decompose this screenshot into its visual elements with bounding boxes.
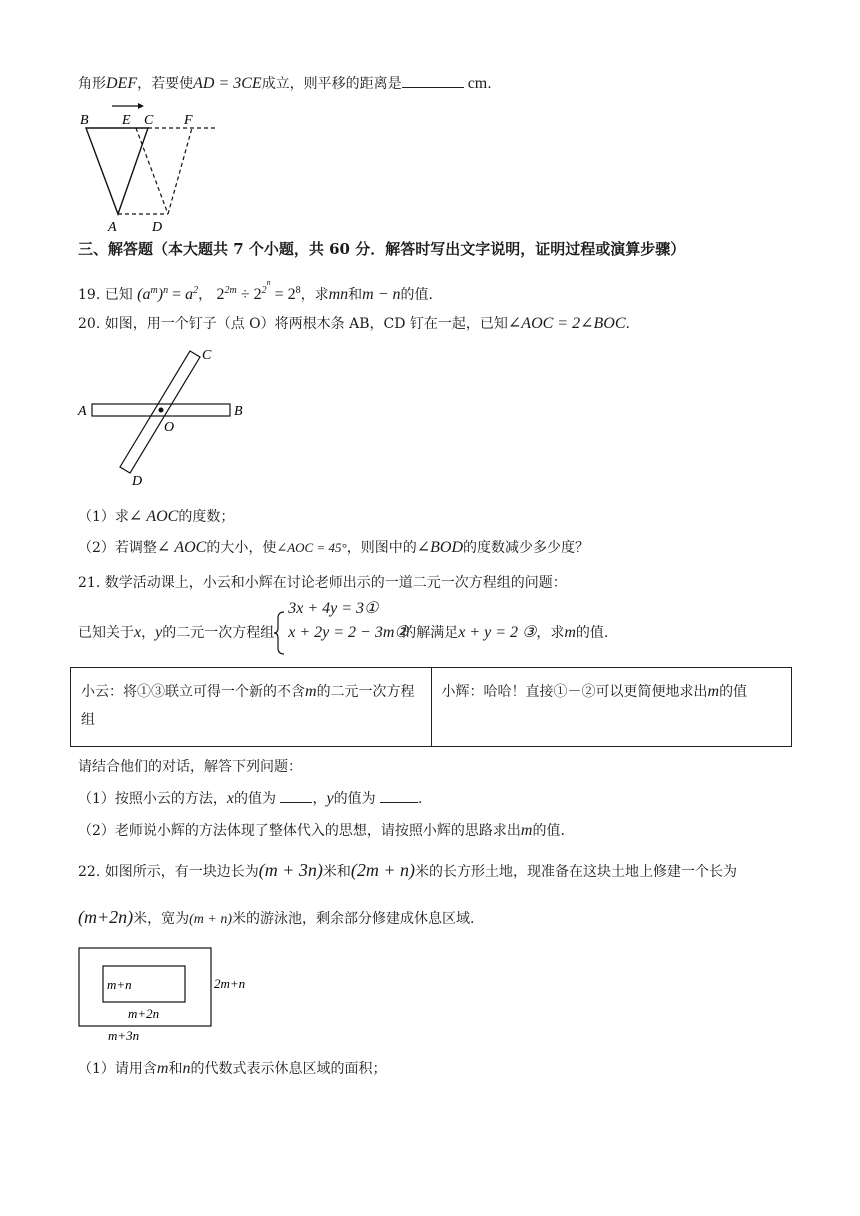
q21-part-1: （1）按照小云的方法，x的值为 ，y的值为 . xyxy=(78,790,423,807)
label-e: E xyxy=(122,113,131,128)
q21-after: 请结合他们的对话，解答下列问题： xyxy=(78,759,302,775)
q21-dialog-table xyxy=(70,667,792,747)
nail-o xyxy=(159,408,164,413)
section-3-heading: 三、解答题（本大题共 7 个小题，共 60 分．解答时写出文字说明，证明过程或演算步骤） xyxy=(78,240,686,258)
q19-line: 19. 已知 $(a^m)^n = a^2$， $2^{2m} \div 2^{2^n} = 2^8$，求mn和m − n的值. xyxy=(78,278,433,303)
triangle-abc xyxy=(86,128,148,214)
label-b: B xyxy=(80,113,89,128)
label-d: D xyxy=(132,474,143,489)
q21-equation-system xyxy=(274,600,409,656)
q18-shape: DEF xyxy=(106,75,138,92)
label-o: O xyxy=(164,420,175,435)
q21-intro: 21. 数学活动课上，小云和小辉在讨论老师出示的一道二元一次方程组的问题： xyxy=(78,575,567,591)
q21-system-line: 已知关于x，y的二元一次方程组 3x + 4y = 3① x + 2y = 2 − 3m② 的解满足x + y = 2 ③，求m的值. xyxy=(78,610,608,656)
q20-part-2: （2）若调整∠ AOC的大小，使∠AOC = 45°，则图中的∠BOD的度数减少多少度？ xyxy=(78,539,589,556)
q19-expr-1: $(a^m)^n = a^2$ xyxy=(137,285,199,303)
q22-part-1: （1）请用含m和n的代数式表示休息区域的面积； xyxy=(78,1060,387,1077)
q20-figure xyxy=(74,345,254,489)
label-a: A xyxy=(78,404,87,419)
q18-figure xyxy=(76,98,226,234)
label-c: C xyxy=(144,113,154,128)
q21-eq2: x + 2y = 2 − 3m② xyxy=(288,624,409,641)
q18-tail-line: 角形DEF，若要使AD = 3CE成立，则平移的距离是 cm. xyxy=(78,75,492,92)
q22-line-1: 22. 如图所示，有一块边长为(m + 3n)米和(2m + n)米的长方形土地，现准备在这块土地上修建一个长为 xyxy=(78,860,737,880)
label-a: A xyxy=(108,220,117,234)
q21-x-blank[interactable] xyxy=(280,788,312,803)
q19-expr-2: $2^{2m} \div 2^{2^n} = 2^8$ xyxy=(216,278,301,303)
label-f: F xyxy=(184,113,193,128)
label-b: B xyxy=(234,404,243,419)
label-c: C xyxy=(202,348,212,363)
q21-eq1: 3x + 4y = 3① xyxy=(288,600,379,617)
xiaoyun-cell: 小云：将①③联立可得一个新的不含m的二元一次方程组 xyxy=(71,668,432,747)
q18-answer-blank[interactable] xyxy=(402,73,464,88)
q22-line-2: (m+2n)米，宽为(m + n)米的游泳池，剩余部分修建成休息区域. xyxy=(78,907,475,927)
label-d: D xyxy=(152,220,163,234)
q22-figure xyxy=(76,944,276,1046)
q21-y-blank[interactable] xyxy=(380,788,418,803)
pool-length-label: m+2n xyxy=(128,1006,160,1021)
q20-part-1: （1）求∠ AOC的度数； xyxy=(78,508,235,525)
pool-width-label: m+n xyxy=(107,977,132,992)
q20-condition: ∠AOC = 2∠BOC xyxy=(507,315,626,332)
q18-condition: AD = 3CE xyxy=(193,75,262,92)
q20-line: 20. 如图，用一个钉子（点 O）将两根木条 AB，CD 钉在一起，已知∠AOC = 2∠BOC. xyxy=(78,315,630,332)
xiaohui-cell: 小辉：哈哈！直接①－②可以更简便地求出m的值 xyxy=(431,668,792,747)
land-width-label: 2m+n xyxy=(214,976,246,991)
land-length-label: m+3n xyxy=(108,1028,140,1043)
q21-part-2: （2）老师说小辉的方法体现了整体代入的思想，请按照小辉的思路求出m的值. xyxy=(78,822,565,839)
